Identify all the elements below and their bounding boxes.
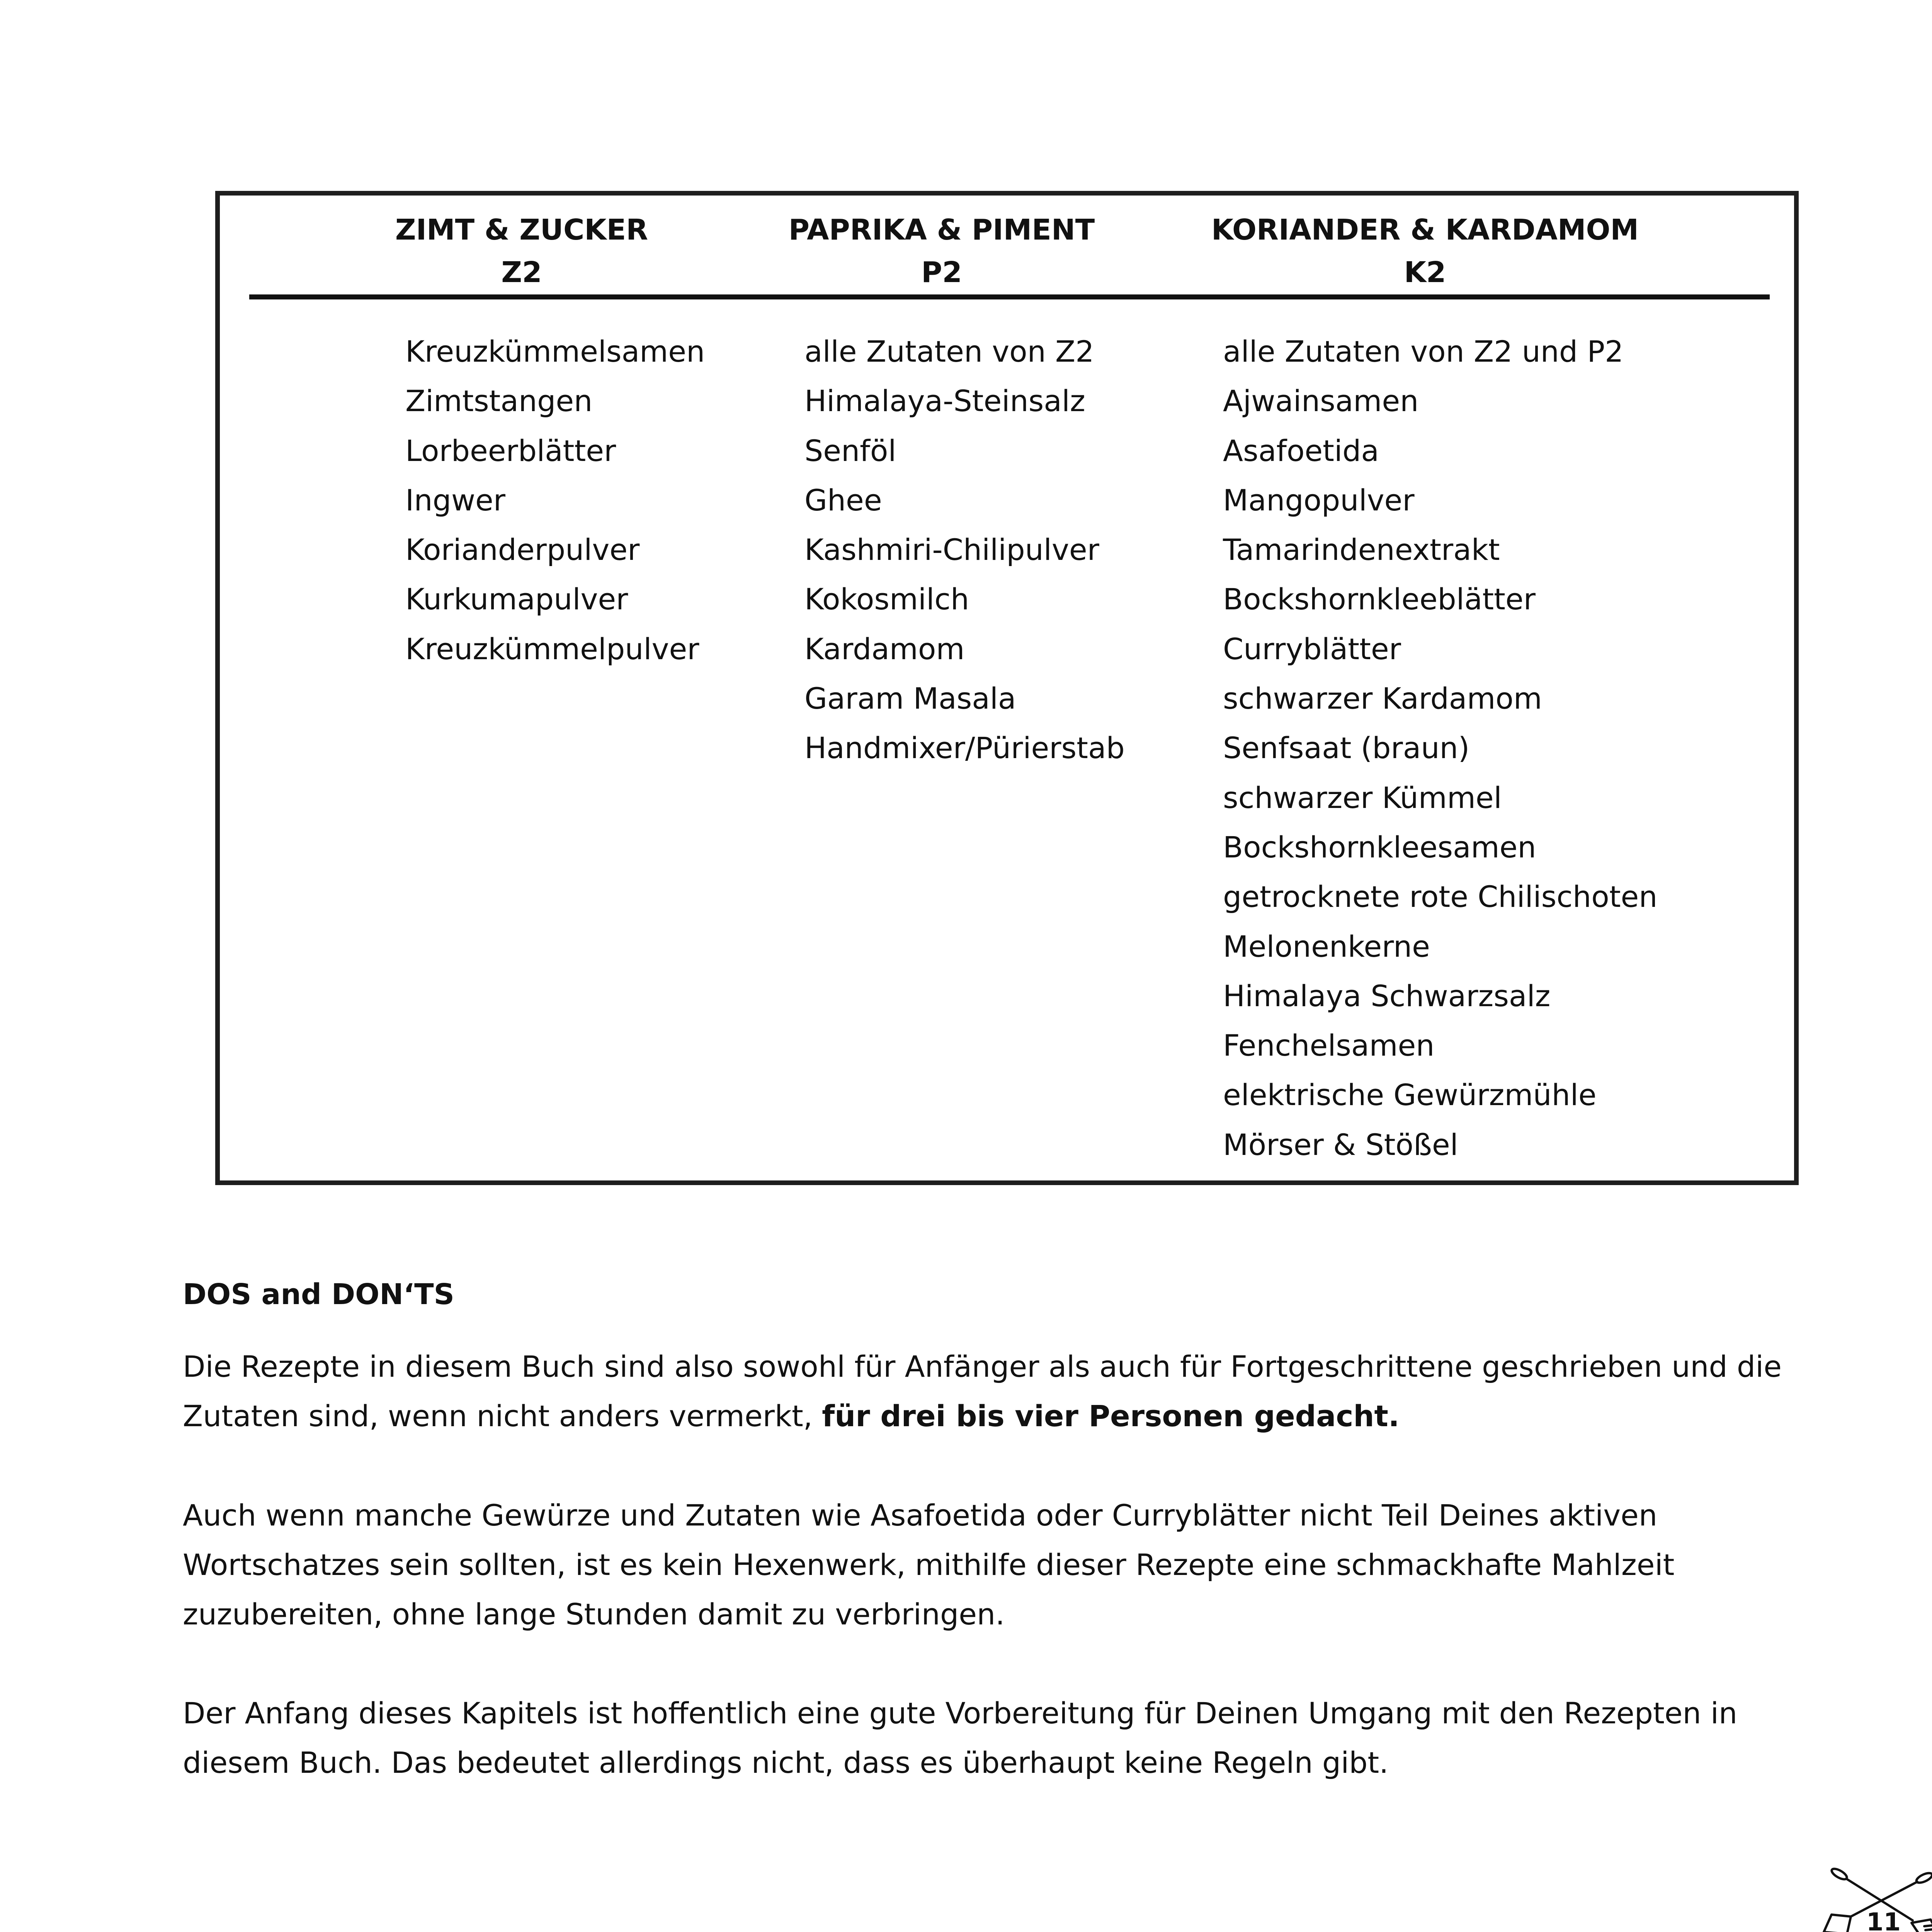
section-heading: DOS and DON‘TS xyxy=(183,1278,454,1311)
column-code: K2 xyxy=(1404,256,1446,289)
page-number: 11 xyxy=(1866,1908,1901,1932)
ingredient-item: Kashmiri-Chilipulver xyxy=(804,532,1099,567)
ingredient-item: Handmixer/Pürierstab xyxy=(804,731,1125,765)
ingredient-item: Senföl xyxy=(804,433,896,468)
ingredient-item: Tamarindenextrakt xyxy=(1223,532,1500,567)
column-header-k2 xyxy=(1211,209,1639,294)
ingredient-item: Ghee xyxy=(804,483,882,517)
ingredient-item: elektrische Gewürzmühle xyxy=(1223,1078,1597,1112)
ingredient-item: Curryblätter xyxy=(1223,631,1401,666)
column-code: Z2 xyxy=(501,256,542,289)
ingredient-item: Himalaya Schwarzsalz xyxy=(1223,978,1551,1013)
ingredient-item: alle Zutaten von Z2 xyxy=(804,334,1094,369)
paragraph-1-bold: für drei bis vier Personen gedacht. xyxy=(822,1399,1400,1433)
ingredient-item: Mangopulver xyxy=(1223,483,1415,517)
paragraph-2: Auch wenn manche Gewürze und Zutaten wie Asafoetida oder Curryblätter nicht Teil Deines aktiven Wortschatzes sein sollten, ist es kein Hexenwerk, mithilfe dieser Rezepte eine schmackhafte Mahlzeit zuzubereiten, ohne lange Stunden damit zu verbringen. xyxy=(183,1498,1675,1631)
ingredient-item: Asafoetida xyxy=(1223,433,1379,468)
ingredient-item: Kurkumapulver xyxy=(405,582,628,617)
ingredient-item: alle Zutaten von Z2 und P2 xyxy=(1223,334,1624,369)
ingredient-item: Kokosmilch xyxy=(804,582,969,617)
ingredient-item: Fenchelsamen xyxy=(1223,1028,1435,1063)
ingredient-item: Lorbeerblätter xyxy=(405,433,616,468)
ingredient-item: Ingwer xyxy=(405,483,505,517)
ingredient-item: Kreuzkümmelpulver xyxy=(405,631,699,666)
ingredient-item: Senfsaat (braun) xyxy=(1223,731,1470,765)
paragraph-1-text: Die Rezepte in diesem Buch sind also sowohl für Anfänger als auch für Fortgeschrittene geschrieben und die Zutaten sind, wenn nicht anders vermerkt, xyxy=(183,1349,1782,1433)
ingredient-item: Korianderpulver xyxy=(405,532,640,567)
ingredient-list-z2 xyxy=(405,327,705,674)
column-header-z2 xyxy=(395,209,648,294)
ingredient-item: Ajwainsamen xyxy=(1223,384,1419,418)
ingredient-item: Kreuzkümmelsamen xyxy=(405,334,705,369)
ingredient-item: Kardamom xyxy=(804,631,965,666)
column-title: ZIMT & ZUCKER xyxy=(395,213,648,247)
header-rule xyxy=(249,294,1770,299)
column-title: PAPRIKA & PIMENT xyxy=(788,213,1095,247)
ingredient-item: Himalaya-Steinsalz xyxy=(804,384,1085,418)
ingredient-item: schwarzer Kardamom xyxy=(1223,681,1542,716)
ingredient-item: Bockshornkleeblätter xyxy=(1223,582,1536,617)
ingredient-item: Mörser & Stößel xyxy=(1223,1127,1458,1162)
ingredient-list-p2 xyxy=(804,327,1125,773)
ingredient-item: schwarzer Kümmel xyxy=(1223,780,1502,815)
ingredient-item: Bockshornkleesamen xyxy=(1223,830,1536,864)
ingredient-item: Garam Masala xyxy=(804,681,1016,716)
ingredient-item: Melonenkerne xyxy=(1223,929,1430,964)
column-header-p2 xyxy=(789,209,1095,294)
column-code: P2 xyxy=(921,256,962,289)
paragraph-3: Der Anfang dieses Kapitels ist hoffentlich eine gute Vorbereitung für Deinen Umgang mit den Rezepten in diesem Buch. Das bedeutet allerdings nicht, dass es überhaupt keine Regeln gibt. xyxy=(183,1696,1738,1780)
column-title: KORIANDER & KARDAMOM xyxy=(1211,213,1639,247)
paragraph-1 xyxy=(183,1342,1844,1441)
ingredient-item: getrocknete rote Chilischoten xyxy=(1223,879,1658,914)
ingredient-item: Zimtstangen xyxy=(405,384,593,418)
ingredient-list-k2 xyxy=(1223,327,1657,1170)
